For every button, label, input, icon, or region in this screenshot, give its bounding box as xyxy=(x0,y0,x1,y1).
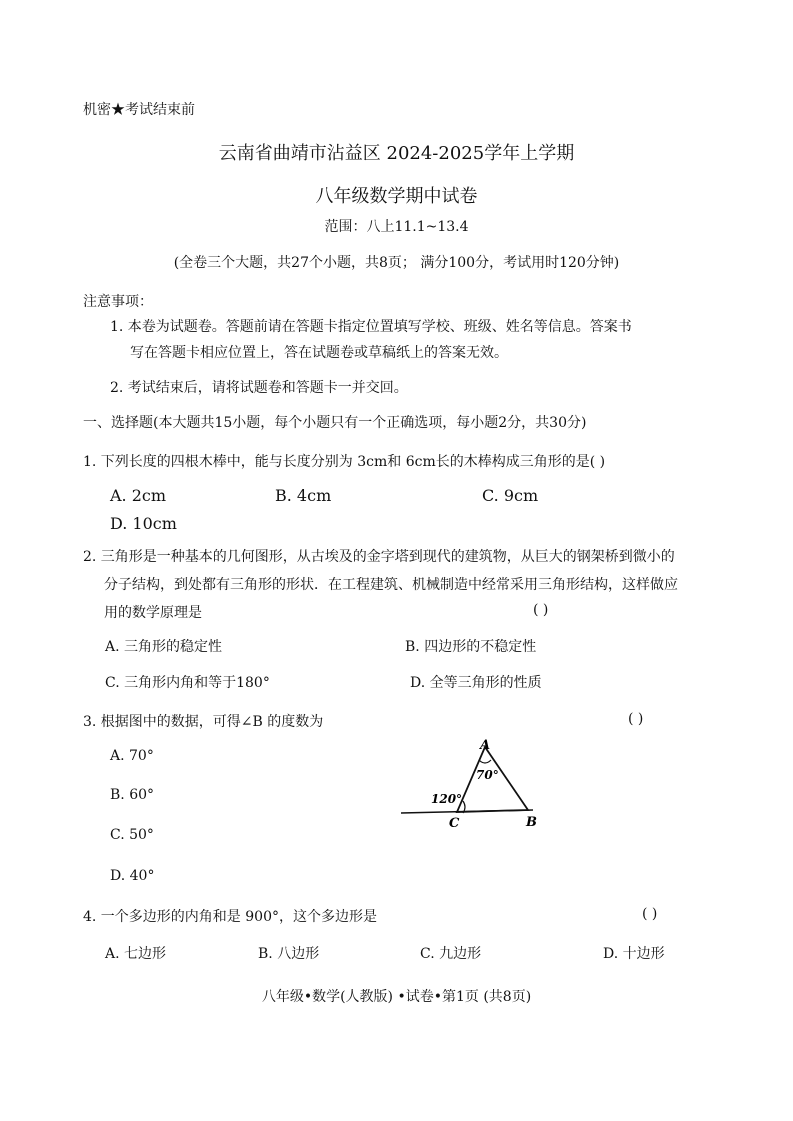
q4-option-b: B. 八边形 xyxy=(258,946,320,962)
q4-answer-paren: ( ) xyxy=(642,906,658,922)
note-item-2: 2. 考试结束后，请将试题卷和答题卡一并交回。 xyxy=(110,380,408,396)
q4-option-c: C. 九边形 xyxy=(420,946,482,962)
q3-option-d: D. 40° xyxy=(110,868,155,884)
q2-stem-line-2: 分子结构，到处都有三角形的形状．在工程建筑、机械制造中经常采用三角形结构，这样做应 xyxy=(104,577,678,593)
angle-a-arc xyxy=(479,760,491,763)
q4-option-a: A. 七边形 xyxy=(105,946,167,962)
secret-label: 机密★考试结束前 xyxy=(83,102,195,118)
q3-answer-paren: ( ) xyxy=(628,711,644,727)
q2-option-b: B. 四边形的不稳定性 xyxy=(405,639,537,655)
q3-option-b: B. 60° xyxy=(110,787,155,803)
q4-option-d: D. 十边形 xyxy=(603,946,665,962)
q2-option-d: D. 全等三角形的性质 xyxy=(410,675,542,691)
section1-heading: 一、选择题(本大题共15小题，每个小题只有一个正确选项，每小题2分，共30分) xyxy=(83,415,587,431)
notes-heading: 注意事项： xyxy=(83,294,153,310)
note-item-1-cont: 写在答题卡相应位置上，答在试题卷或草稿纸上的答案无效。 xyxy=(130,345,508,361)
q2-stem-line-3: 用的数学原理是 xyxy=(104,605,202,621)
q3-option-c: C. 50° xyxy=(110,827,154,843)
note-item-1: 1. 本卷为试题卷。答题前请在答题卡指定位置填写学校、班级、姓名等信息。答案书 xyxy=(110,319,632,335)
q1-stem: 1. 下列长度的四根木棒中，能与长度分别为 3cm和 6cm长的木棒构成三角形的是( ) xyxy=(83,454,606,470)
q2-answer-paren: ( ) xyxy=(533,602,549,618)
q1-option-a: A. 2cm xyxy=(110,486,167,505)
page-footer: 八年级•数学(人教版) •试卷•第1页 (共8页) xyxy=(261,989,532,1005)
triangle-figure xyxy=(395,735,555,830)
q4-stem: 4. 一个多边形的内角和是 900°，这个多边形是 xyxy=(83,909,377,925)
exam-info: (全卷三个大题，共27个小题，共8页； 满分100分，考试用时120分钟) xyxy=(173,255,620,271)
q1-option-c: C. 9cm xyxy=(482,486,539,505)
vertex-b-label: B xyxy=(526,815,537,830)
exam-title: 云南省曲靖市沾益区 2024-2025学年上学期 xyxy=(218,143,575,164)
q3-stem: 3. 根据图中的数据，可得∠B 的度数为 xyxy=(83,714,324,730)
q2-stem-line-1: 2. 三角形是一种基本的几何图形，从古埃及的金字塔到现代的建筑物，从巨大的钢架桥到微小的 xyxy=(83,549,675,565)
exam-scope: 范围：八上11.1~13.4 xyxy=(324,219,469,235)
vertex-c-label: C xyxy=(449,816,460,830)
angle-a-label: 70° xyxy=(476,768,499,782)
q1-option-b: B. 4cm xyxy=(275,486,332,505)
q3-option-a: A. 70° xyxy=(110,748,154,764)
q2-option-a: A. 三角形的稳定性 xyxy=(105,639,223,655)
q1-option-d: D. 10cm xyxy=(110,514,177,533)
exam-subtitle: 八年级数学期中试卷 xyxy=(315,186,478,207)
q2-option-c: C. 三角形内角和等于180° xyxy=(105,675,270,691)
angle-ext-label: 120° xyxy=(431,792,463,806)
vertex-a-label: A xyxy=(480,738,491,753)
